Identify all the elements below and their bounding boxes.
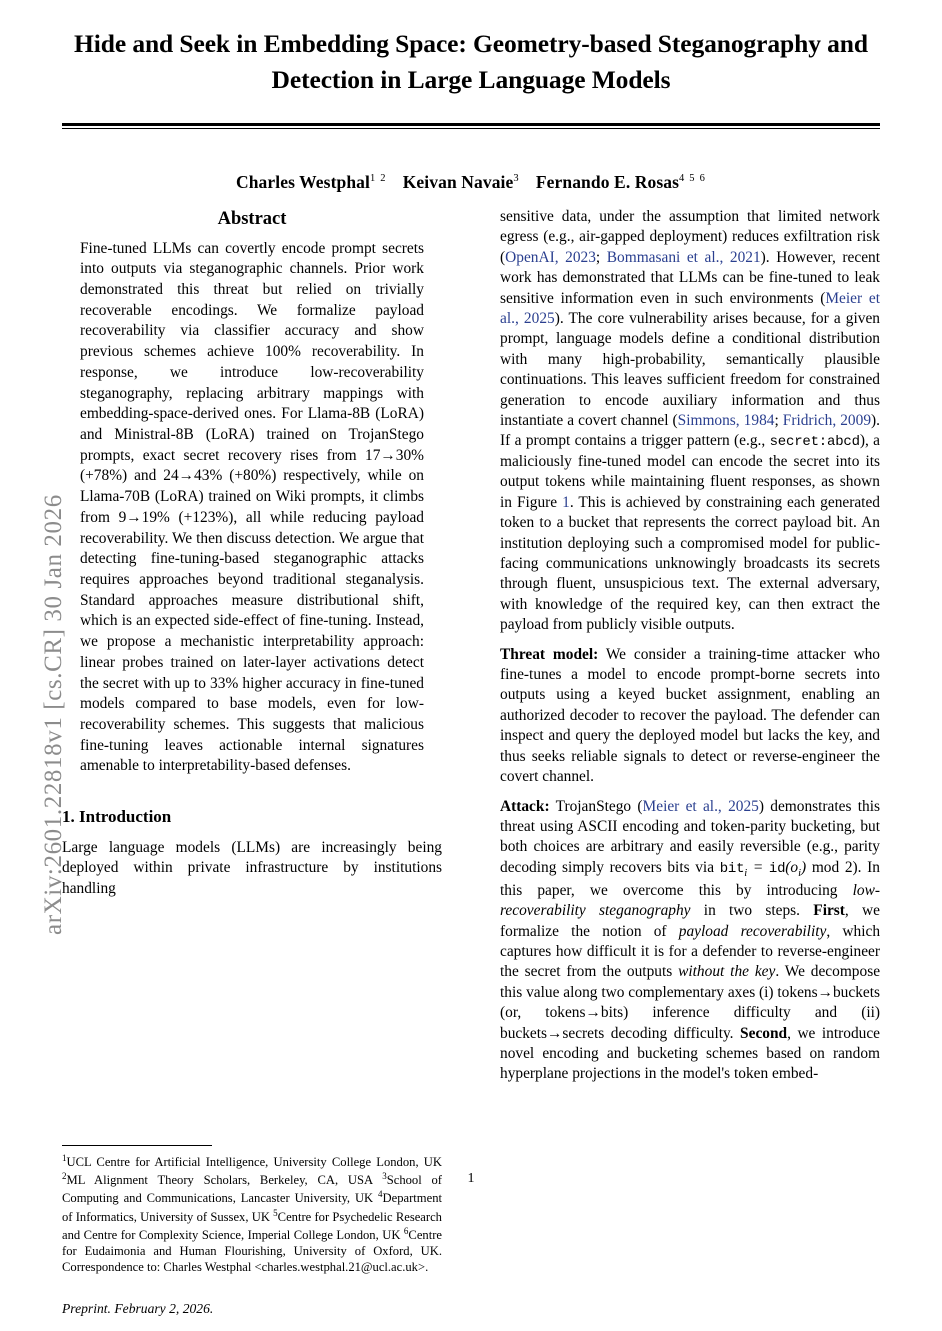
author-entry-1 [236,172,387,192]
section-heading-introduction: 1. Introduction [62,807,172,827]
term-without-the-key: without the key [678,963,776,981]
page-title: Hide and Seek in Embedding Space: Geometry-based Steganography and Detection in Large Language Models [74,29,868,94]
intro-text-e: ), a maliciously fine-tuned model can encode the secret into its output tokens while maintaining fluent responses, as shown in Figure [500,432,880,511]
math-id-symbol: id [768,860,786,877]
arxiv-stamp [0,0,67,1200]
footnote-item-3: School of Computing and Communications, Lancaster University, UK [62,1173,442,1206]
attack-text-h: , we introduce novel encoding and bucketing schemes based on random hyperplane projections in the model's token embed- [500,1024,881,1083]
attack-text-c: ). In this paper, we overcome this by introducing [500,858,880,899]
author-name-3: Fernando E. Rosas [535,172,680,193]
author-line [62,172,880,193]
intro-paragraph-left: Large language models (LLMs) are increasingly being deployed within private infrastructure by institutions handling [62,838,442,897]
attack-paragraph [500,797,880,1085]
author-affiliations-1: 1 2 [369,173,387,185]
citation-fridrich[interactable]: Fridrich, 2009 [782,412,872,430]
footnote-rule [62,1145,212,1146]
attack-text-f: , which captures how difficult it is for a defender to reverse-engineer the secret from the outputs [500,922,881,981]
author-entry-3 [536,172,706,192]
footnote-item-6: Centre for Eudaimonia and Human Flourishing, University of Oxford, UK. Correspondence to: Charles Westphal <charles.westphal.21@ucl.ac.uk>. [62,1227,442,1274]
footnote-marker-2: 2 [62,1171,67,1182]
citation-meier-1[interactable]: Meier et al., 2025 [500,289,880,328]
author-affiliations-3: 4 5 6 [679,173,707,185]
right-column [500,207,880,1094]
threat-model-paragraph [500,645,880,788]
title-block [62,0,880,193]
author-affiliations-2: 3 [513,173,520,185]
citation-bommasani[interactable]: Bommasani et al., 2021 [606,248,761,266]
figure-reference-1[interactable]: 1 [562,493,570,511]
citation-meier-2[interactable]: Meier et al., 2025 [642,797,759,815]
attack-text-b: ) demonstrates this threat using ASCII encoding and token-parity bucketing, but both choices are arbitrary and easily reversible (e.g., parity decoding simply recovers bits via [500,797,881,876]
footnote-marker-5: 5 [273,1207,278,1218]
page-number: 1 [467,1171,475,1186]
math-bit-subscript: i [744,867,748,879]
abstract-body: Fine-tuned LLMs can covertly encode prompt secrets into outputs via steganographic channels. Prior work demonstrated this threat but relied on trivially recoverable encodings. We formalize payload recoverability via classifier accuracy and show previous schemes achieve 100% recoverability. In response, we introduce low-recoverability steganography, replacing arbitrary mappings with embedding-space-derived ones. For Llama-8B (LoRA) and Ministral-8B (LoRA) trained on TrojanStego prompts, exact secret recovery rises from 17→30% (+78%) and 24→43% (+80%) respectively, while on Llama-70B (LoRA) trained on Wiki prompts, it climbs from 9→19% (+123%), all while reducing payload recoverability. We then discuss detection. We argue that detecting fine-tuning-based steganographic attacks requires approaches beyond traditional steganalysis. Standard approaches measure distributional shift, which is an expected side-effect of fine-tuning. Instead, we propose a mechanistic interpretability approach: linear probes trained on later-layer activations detect the secret with up to 33% higher accuracy in fine-tuned models compared to base models, even for low-recoverability schemes. This suggests that malicious fine-tuning leaves actionable internal signatures amenable to interpretability-based defenses. [80,239,424,775]
attack-lead-first: First [813,902,845,920]
attack-lead: Attack: [500,797,550,815]
title-rule-thick [62,123,880,126]
attack-text-d: in two steps. [690,902,814,920]
citation-separator-1: ; [595,248,607,266]
math-equals: = [747,858,769,876]
math-bit-symbol: bit [719,860,745,877]
footnote-marker-3: 3 [382,1171,387,1182]
footnote-item-5: Centre for Psychedelic Research and Centre for Complexity Science, Imperial College London, UK [62,1209,442,1242]
threat-model-lead: Threat model: [500,645,599,663]
attack-lead-second: Second [740,1024,788,1042]
author-name-1: Charles Westphal [235,172,370,193]
two-column-body [62,207,881,1316]
intro-text-a: sensitive data, under the assumption that limited network egress (e.g., air-gapped deployment) reduces exfiltration risk ( [500,208,880,266]
footnote-item-2: ML Alignment Theory Scholars, Berkeley, CA, USA [66,1173,383,1188]
abstract-heading: Abstract [217,209,287,229]
author-name-2: Keivan Navaie [402,172,514,193]
math-id-subscript: i [798,867,802,879]
intro-text-c: ). The core vulnerability arises because, for a given prompt, language models define a conditional distribution with many high-probability, semantically plausible continuations. This leaves sufficient freedom for constrained generation to encode auxiliary information and thus instantiate a covert channel ( [500,310,880,430]
paper-page [62,0,881,1316]
math-id-arg-close: ) [801,858,807,876]
preprint-line: Preprint. February 2, 2026. [62,1300,214,1316]
code-trigger-pattern: secret:abcd [769,434,860,451]
intro-text-d: ). If a prompt contains a trigger pattern (e.g., [500,412,881,450]
citation-simmons[interactable]: Simmons, 1984 [677,412,775,430]
citation-separator-2: ; [774,412,783,430]
author-entry-2 [403,172,520,192]
footnote-marker-1: 1 [62,1153,67,1163]
footnote-item-1: UCL Centre for Artificial Intelligence, University College London, UK [66,1155,442,1170]
footnote-marker-6: 6 [403,1225,409,1236]
attack-text-a: TrojanStego ( [549,797,643,815]
footnote-marker-4: 4 [378,1189,383,1200]
threat-model-body: We consider a training-time attacker who fine-tunes a model to encode prompt-borne secrets into outputs using a keyed bucket assignment, enabling an authorized decoder to recover the payload. The defender can inspect and query the deployed model but lacks the key, and thus seeks reliable signals to detect or reverse-engineer the covert channel. [500,645,880,786]
term-low-recoverability-steganography: low-recoverability steganography [500,881,880,920]
arxiv-stamp-text: arXiv:2601.22818v1 [cs.CR] 30 Jan 2026 [40,494,67,935]
intro-paragraph-right [500,207,880,636]
intro-text-f: . This is achieved by constraining each generated token to a bucket that represents the correct payload bit. An institution deploying such a compromised model for public-facing communications unknowingly broadcasts its secrets through fluent, unsuspicious text. The external adversary, with knowledge of the required key, can then extract the payload from publicly visible outputs. [500,493,880,634]
intro-text-b: ). However, recent work has demonstrated that LLMs can be fine-tuned to leak sensitive information even in such environments ( [500,248,880,307]
term-payload-recoverability: payload recoverability [678,922,827,940]
citation-openai[interactable]: OpenAI, 2023 [505,248,596,266]
title-rule-thin [62,128,880,129]
attack-text-e: , we formalize the notion of [500,902,880,940]
attack-text-g: . We decompose this value along two complementary axes (i) tokens→buckets (or, tokens→bits) inference difficulty and (ii) buckets→secrets decoding difficulty. [500,963,881,1042]
footnote-item-4: Department of Informatics, University of Sussex, UK [62,1191,442,1224]
math-mod-term: mod 2 [806,858,853,876]
math-id-arg-open: (o [785,858,799,876]
left-column [62,207,442,1316]
